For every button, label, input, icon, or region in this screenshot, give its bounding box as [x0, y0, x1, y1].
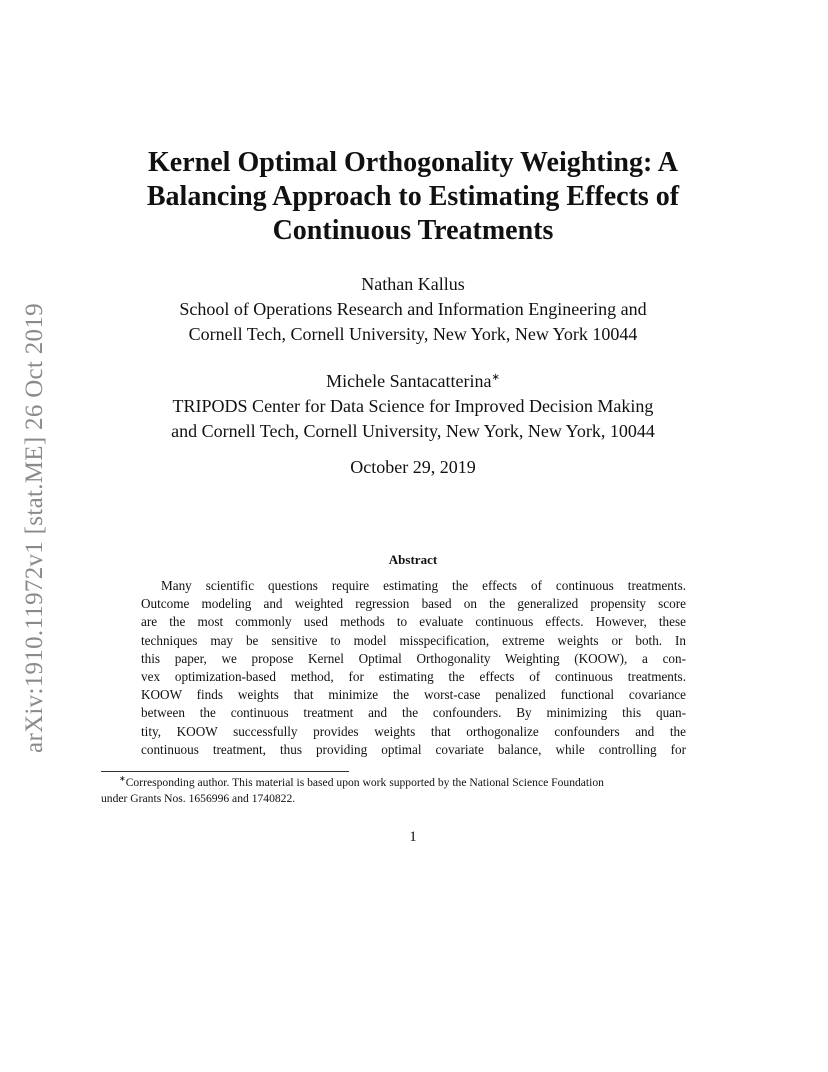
footnote-divider — [101, 771, 349, 772]
abstract-body — [141, 577, 686, 759]
abstract-line: are the most commonly used methods to evaluate continuous effects. However, these — [141, 614, 686, 630]
footnote-line: under Grants Nos. 1656996 and 1740822. — [101, 792, 296, 805]
author-affiliation-line: and Cornell Tech, Cornell University, New York, New York, 10044 — [171, 421, 655, 441]
title-line: Balancing Approach to Estimating Effects of — [146, 181, 680, 212]
corresponding-author-mark: ∗ — [491, 372, 500, 383]
abstract-line: continuous treatment, thus providing optimal covariate balance, while controlling for — [141, 741, 686, 757]
author-name: Nathan Kallus — [361, 274, 465, 294]
title-line: Continuous Treatments — [272, 215, 554, 246]
abstract-heading: Abstract — [388, 552, 438, 567]
abstract-line: tity, KOOW successfully provides weights that orthogonalize confounders and the — [141, 723, 686, 739]
author-affiliation-line: School of Operations Research and Information Engineering and — [179, 299, 647, 319]
paper-title — [90, 146, 736, 248]
abstract-line: between the continuous treatment and the confounders. By minimizing this quan- — [141, 705, 686, 721]
footnote — [101, 775, 726, 807]
author-affiliation-line: Cornell Tech, Cornell University, New York, New York 10044 — [188, 324, 638, 344]
author-block-1 — [90, 272, 736, 347]
footnote-line — [101, 775, 726, 791]
abstract-line: KOOW finds weights that minimize the worst-case penalized functional covariance — [141, 687, 686, 703]
abstract-line: Outcome modeling and weighted regression based on the generalized propensity score — [141, 596, 686, 612]
abstract-line: this paper, we propose Kernel Optimal Orthogonality Weighting (KOOW), a con- — [141, 650, 686, 666]
author-affiliation-line: TRIPODS Center for Data Science for Improved Decision Making — [172, 396, 654, 416]
footnote-mark: ∗ — [119, 774, 126, 783]
page-number: 1 — [409, 829, 417, 845]
abstract-line: techniques may be sensitive to model misspecification, extreme weights or both. In — [141, 632, 686, 648]
title-line: Kernel Optimal Orthogonality Weighting: A — [148, 147, 678, 178]
author-name: Michele Santacatterina — [326, 371, 492, 391]
arxiv-identifier-stamp: arXiv:1910.11972v1 [stat.ME] 26 Oct 2019 — [21, 303, 48, 753]
author-block-2 — [90, 369, 736, 444]
abstract-line: Many scientific questions require estimating the effects of continuous treatments. — [161, 578, 686, 593]
author-name-line — [90, 369, 736, 394]
abstract-line: vex optimization-based method, for estimating the effects of continuous treatments. — [141, 669, 686, 685]
footnote-text: Corresponding author. This material is based upon work supported by the National Science Foundation — [125, 776, 604, 789]
paper-date: October 29, 2019 — [350, 457, 476, 477]
